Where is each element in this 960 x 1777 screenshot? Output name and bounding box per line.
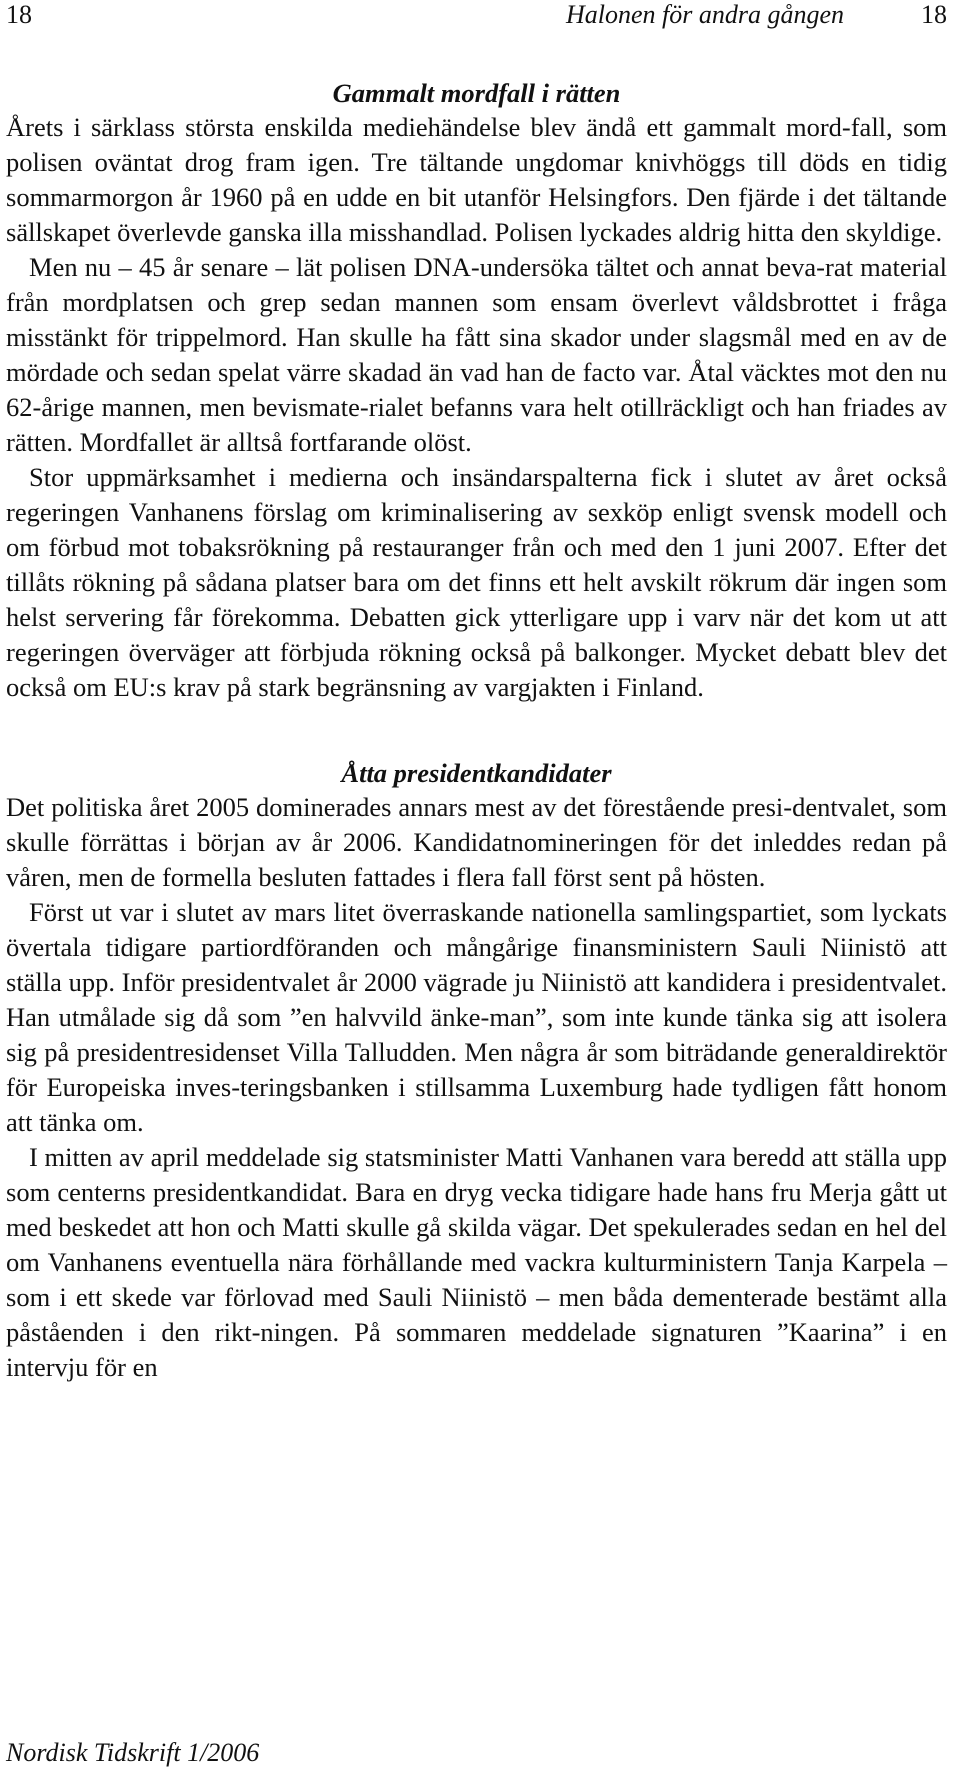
- journal-footer: Nordisk Tidskrift 1/2006: [6, 1738, 260, 1767]
- page-number-right: 18: [921, 0, 947, 29]
- paragraph: I mitten av april meddelade sig statsminister Matti Vanhanen vara beredd att ställa upp som centerns presidentkandidat. Bara en dryg vecka tidigare hade hans fru Merja gått ut med beskedet att hon och Matti skulle gå skilda vägar. Det spekulerades sedan en hel del om Vanhanens eventuella nära förhållande med vackra kulturministern Tanja Karpela – som i ett skede var förlovad med Sauli Niinistö – men båda dementerade bestämt alla påståenden i den rikt-ningen. På sommaren meddelade signaturen ”Kaarina” i en intervju för en: [6, 1142, 947, 1382]
- paragraph: Årets i särklass största enskilda mediehändelse blev ändå ett gammalt mord-fall, som polisen oväntat drog fram igen. Tre tältande ungdomar knivhöggs till döds en tidig sommarmorgon år 1960 på en udde en bit utanför Helsingfors. Den fjärde i det tältande sällskapet överlevde ganska illa misshandlad. Polisen lyckades aldrig hitta den skyldige.: [6, 112, 947, 247]
- running-header: [6, 0, 947, 30]
- running-title: Halonen för andra gången: [566, 0, 845, 29]
- paragraph: Men nu – 45 år senare – lät polisen DNA-undersöka tältet och annat beva-rat material från mordplatsen och grep sedan mannen som ensam överlevt våldsbrottet i fråga misstänkt för trippelmord. Han skulle ha fått sina skador under slagsmål med en av de mördade och sedan spelat värre skadad än vad han de facto var. Åtal väcktes mot den nu 62-årige mannen, men bevismate-rialet befanns vara helt otillräckligt och han friades av rätten. Mordfallet är alltså fortfarande olöst.: [6, 252, 947, 457]
- section-heading-presidentkandidater: Åtta presidentkandidater: [341, 758, 612, 788]
- paragraph: Först ut var i slutet av mars litet överraskande nationella samlingspartiet, som lyckats övertala tidigare partiordföranden och mångårige finansministern Sauli Niinistö att ställa upp. Inför presidentvalet år 2000 vägrade ju Niinistö att kandidera i presidentvalet. Han utmålade sig då som ”en halvvild änke-man”, som inte kunde tänka sig att isolera sig på presidentresidenset Villa Talludden. Men några år som biträdande generaldirektör för Europeiska inves-teringsbanken i stillsamma Luxemburg hade tydligen fått honom att tänka om.: [6, 897, 947, 1137]
- section-heading-mordfall: Gammalt mordfall i rätten: [332, 78, 621, 108]
- document-page: [6, 0, 947, 1777]
- article-body: [6, 76, 947, 1385]
- paragraph: Stor uppmärksamhet i medierna och insändarspalterna fick i slutet av året också regeringen Vanhanens förslag om kriminalisering av sexköp enligt svensk modell och om förbud mot tobaksrökning på restauranger från och med den 1 juni 2007. Efter det tillåts rökning på sådana platser bara om det finns ett helt avskilt rökrum där ingen som helst servering får förekomma. Debatten gick ytterligare upp i varv när det kom ut att regeringen överväger att förbjuda rökning också på balkonger. Mycket debatt blev det också om EU:s krav på stark begränsning av vargjakten i Finland.: [6, 462, 947, 702]
- page-number-left: 18: [6, 0, 32, 29]
- paragraph: Det politiska året 2005 dominerades annars mest av det förestående presi-dentvalet, som skulle förrättas i början av år 2006. Kandidatnomineringen för det inleddes redan på våren, men de formella besluten fattades i flera fall först sent på hösten.: [6, 792, 947, 892]
